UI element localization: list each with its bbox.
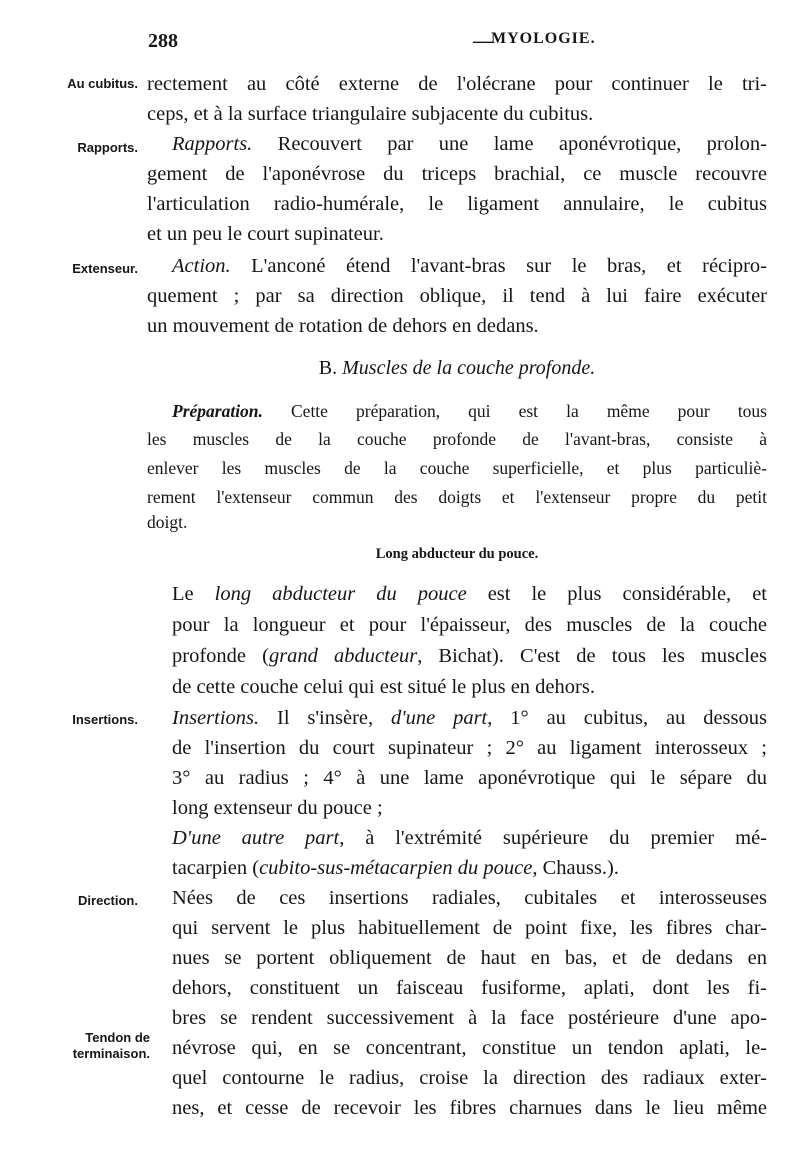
text-line: 3° au radius ; 4° à une lame aponévrotique qui le sépare du [172,767,767,789]
text-line: quement ; par sa direction oblique, il tend à lui faire exécuter [147,285,767,307]
insertions-heading: Insertions. [172,707,260,729]
text-line: quel contourne le radius, croise la direction des radiaux exter- [172,1067,767,1089]
margin-note-tendon: Tendon de terminaison. [72,1030,150,1061]
running-head: MYOLOGIE. [491,30,596,47]
preparation-heading: Préparation. [172,401,263,421]
text-line: tacarpien (cubito-sus-métacarpien du pouce, Chauss.). [172,857,619,879]
text-line: pour la longueur et pour l'épaisseur, des muscles de la couche [172,614,767,636]
margin-note-au-cubitus: Au cubitus. [67,76,138,91]
text-line: de cette couche celui qui est situé le plus en dehors. [172,676,595,698]
text-line: dehors, constituent un faisceau fusiforme, aplati, dont les fi- [172,977,767,999]
text-line: ceps, et à la surface triangulaire subjacente du cubitus. [147,103,594,125]
text-line: rement l'extenseur commun des doigts et l'extenseur propre du petit [147,487,767,507]
text-line: doigt. [147,512,188,532]
text-line: Action. L'anconé étend l'avant-bras sur le bras, et récipro- [172,255,767,277]
text-line: Préparation. Cette préparation, qui est la même pour tous [172,401,767,421]
text-line: névrose qui, en se concentrant, constitue un tendon aplati, le- [172,1037,767,1059]
text-line: un mouvement de rotation de dehors en dedans. [147,315,539,337]
subsection-heading: Long abducteur du pouce. [375,546,539,562]
margin-note-extenseur: Extenseur. [72,261,138,276]
action-heading: Action. [172,255,231,277]
text-line: enlever les muscles de la couche superficielle, et plus particuliè- [147,458,767,478]
margin-note-insertions: Insertions. [72,712,138,727]
section-heading: B. Muscles de la couche profonde. [318,357,596,379]
text-line: nes, et cesse de recevoir les fibres charnues dans le lieu même [172,1097,767,1119]
text-line: bres se rendent successivement à la face postérieure d'une apo- [172,1007,767,1029]
text-line: les muscles de la couche profonde de l'avant-bras, consiste à [147,429,767,449]
margin-note-direction: Direction. [78,893,138,908]
text-line: D'une autre part, à l'extrémité supérieure du premier mé- [172,827,767,849]
header-dash: — [473,30,493,52]
page-header [148,30,768,58]
text-line: nues se portent obliquement de haut en bas, et de dedans en [172,947,767,969]
text-line: rectement au côté externe de l'olécrane pour continuer le tri- [147,73,767,95]
text-line: Nées de ces insertions radiales, cubitales et interosseuses [172,887,767,909]
text-line: Le long abducteur du pouce est le plus considérable, et [172,583,767,605]
text-line: long extenseur du pouce ; [172,797,383,819]
text-line: Insertions. Il s'insère, d'une part, 1° au cubitus, au dessous [172,707,767,729]
text-line: l'articulation radio-humérale, le ligament annulaire, le cubitus [147,193,767,215]
text-line: qui servent le plus habituellement de point fixe, les fibres char- [172,917,767,939]
page-number: 288 [148,30,178,52]
text-line: et un peu le court supinateur. [147,223,384,245]
text-line: profonde (grand abducteur, Bichat). C'est de tous les muscles [172,645,767,667]
text-line: Rapports. Recouvert par une lame aponévrotique, prolon- [172,133,767,155]
text-line: gement de l'aponévrose du triceps brachial, ce muscle recouvre [147,163,767,185]
rapports-heading: Rapports. [172,133,253,155]
text-line: de l'insertion du court supinateur ; 2° au ligament interosseux ; [172,737,767,759]
margin-note-rapports: Rapports. [77,140,138,155]
